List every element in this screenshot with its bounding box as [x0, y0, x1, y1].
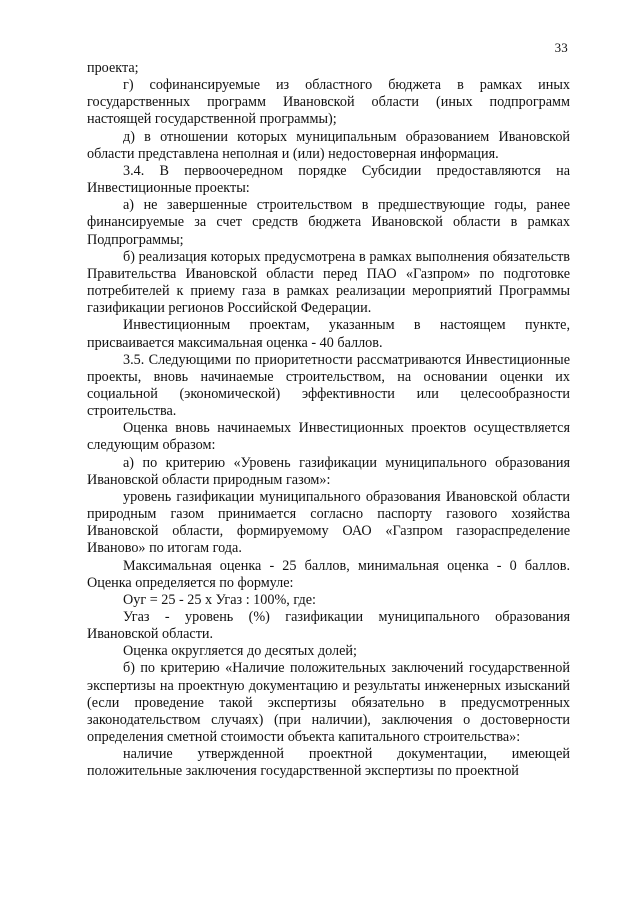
- paragraph-project-end: проекта;: [87, 60, 139, 76]
- paragraph-evaluation-method: Оценка вновь начинаемых Инвестиционных проектов осуществляется следующим образом:: [87, 420, 570, 454]
- paragraph-b-gazprom-obligations: б) реализация которых предусмотрена в рамках выполнения обязательств Правительства Ивановской области перед ПАО «Газпром» по подготовке потребителей к приему газа в рамках реализации мероприятий Программы газификации регионов Российской Федерации.: [87, 248, 570, 317]
- paragraph-rounding: Оценка округляется до десятых долей;: [123, 643, 357, 660]
- paragraph-gasification-level: уровень газификации муниципального образования Ивановской области природным газом принимается согласно паспорту газового хозяйства Ивановской области, формируемому ОАО «Газпром газораспределение Иваново» по итогам года.: [87, 488, 570, 557]
- document-body: [87, 60, 570, 781]
- formula: Оуг = 25 - 25 х Угаз : 100%, где:: [123, 591, 316, 608]
- paragraph-max-score-40: Инвестиционным проектам, указанным в настоящем пункте, присваивается максимальная оценка - 40 баллов.: [87, 317, 570, 351]
- paragraph-g-cofinanced: г) софинансируемые из областного бюджета в рамках иных государственных программ Ивановской области (иных подпрограмм настоящей государственной программы);: [87, 77, 570, 128]
- paragraph-ugaz-definition: Угаз - уровень (%) газификации муниципального образования Ивановской области.: [87, 609, 570, 643]
- paragraph-a-gasification-criterion: а) по критерию «Уровень газификации муниципального образования Ивановской области природным газом»:: [87, 454, 570, 488]
- paragraph-approved-documentation: наличие утвержденной проектной документации, имеющей положительные заключения государственной экспертизы по проектной: [87, 746, 570, 780]
- paragraph-a-unfinished-construction: а) не завершенные строительством в предшествующие годы, ранее финансируемые за счет средств бюджета Ивановской области в рамках Подпрограммы;: [87, 197, 570, 248]
- paragraph-b-expertise-criterion: б) по критерию «Наличие положительных заключений государственной экспертизы на проектную документацию и результаты инженерных изысканий (если проведение такой экспертизы обязательно в предусмотренных законодательством случаях) (при наличии), заключения о достоверности определения сметной стоимости объекта капитального строительства»:: [87, 660, 570, 746]
- paragraph-d-incomplete-info: д) в отношении которых муниципальным образованием Ивановской области представлена неполная и (или) недостоверная информация.: [87, 128, 570, 162]
- paragraph-3-5-new-projects: 3.5. Следующими по приоритетности рассматриваются Инвестиционные проекты, вновь начинаемые строительством, на основании оценки их социальной (экономической) эффективности или целесообразности строительства.: [87, 351, 570, 420]
- page-number: 33: [554, 40, 568, 55]
- paragraph-max-min-score: Максимальная оценка - 25 баллов, минимальная оценка - 0 баллов. Оценка определяется по формуле:: [87, 557, 570, 591]
- paragraph-3-4-priority: 3.4. В первоочередном порядке Субсидии предоставляются на Инвестиционные проекты:: [87, 162, 570, 197]
